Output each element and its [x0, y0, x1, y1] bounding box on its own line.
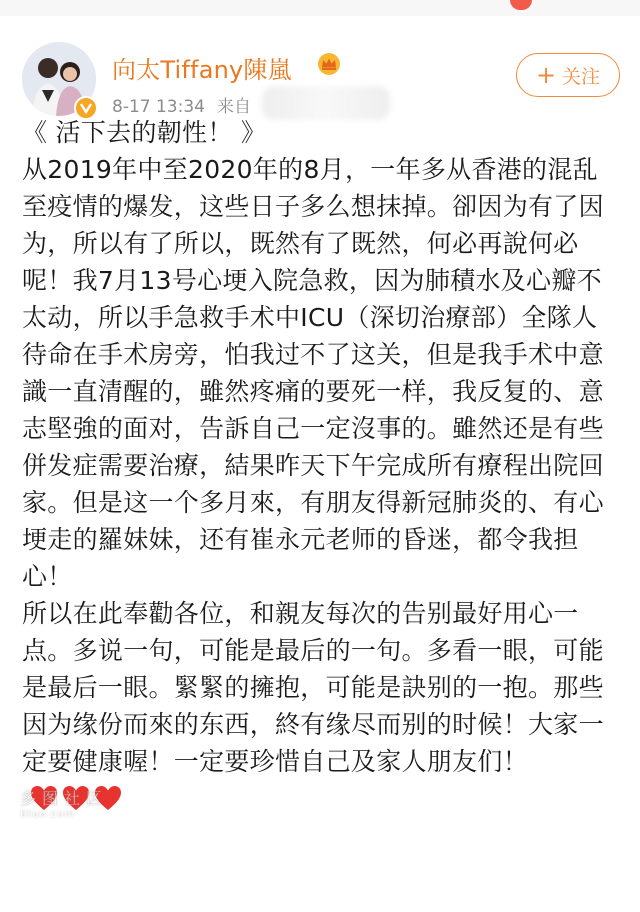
plus-icon: + — [535, 61, 557, 89]
top-strip — [0, 0, 640, 16]
notification-dot — [510, 0, 532, 10]
heart-icon — [94, 785, 122, 811]
post-paragraph-2: 所以在此奉勸各位，和親友每次的告别最好用心一点。多说一句，可能是最后的一句。多看一眼，可能是最后一眼。緊緊的擁抱，可能是訣别的一抱。那些因为缘份而來的东西，終有缘尽而别的时候！大家一定要健康喔！一定要珍惜自己及家人朋友们！ — [22, 599, 604, 776]
post-title: 《 活下去的韌性！ 》 — [22, 118, 267, 147]
emoji-row — [30, 780, 126, 817]
heart-icon — [62, 785, 90, 811]
watermark-sub: 6tuo.com — [20, 809, 76, 820]
follow-label: 关注 — [562, 65, 601, 88]
timestamp: 8-17 13:34 — [112, 97, 205, 117]
crown-icon — [316, 52, 342, 76]
heart-icon — [30, 785, 58, 811]
post-paragraph-2-wrap — [22, 595, 622, 817]
watermark-text: 多图社区 — [20, 789, 109, 808]
post-paragraph-1: 从2019年中至2020年的8月，一年多从香港的混乱至疫情的爆发，这些日子多么想抹掉。卻因为有了因为，所以有了所以，既然有了既然，何必再說何必呢！我7月13号心埂入院急救，因为肺積水及心瓣不太动，所以手急救手术中ICU（深切治療部）全隊人待命在手术房旁，怕我过不了这关，但是我手术中意識一直清醒的，雖然疼痛的要死一样，我反复的、意志堅強的面对，告訴自己一定沒事的。雖然还是有些併发症需要治療，結果昨天下午完成所有療程出院回家。但是这一个多月來，有朋友得新冠肺炎的、有心埂走的羅妹妹，还有崔永元老师的昏迷，都令我担心！ — [22, 155, 604, 591]
follow-button[interactable] — [516, 53, 620, 97]
post-header — [0, 16, 640, 116]
post-body — [22, 114, 622, 817]
username[interactable]: 向太Tiffany陳嵐 — [112, 56, 292, 84]
source-prefix: 来自 — [216, 97, 251, 117]
